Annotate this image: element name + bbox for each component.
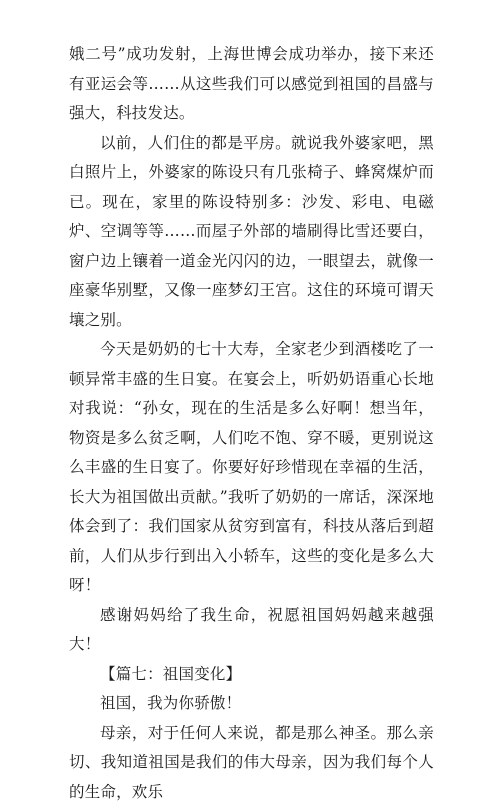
paragraph-continuation: 娥二号”成功发射，上海世博会成功举办，接下来还有亚运会等……从这些我们可以感觉到祖国的昌盛与强大，科技发达。: [69, 40, 434, 129]
paragraph-mother: 母亲，对于任何人来说，都是那么神圣。那么亲切、我知道祖国是我们的伟大母亲，因为我们每个人的生命，欢乐: [69, 719, 434, 807]
paragraph-thanks: 感谢妈妈给了我生命，祝愿祖国妈妈越来越强大！: [69, 601, 434, 660]
document-page: [69, 40, 434, 807]
paragraph-birthday: 今天是奶奶的七十大寿，全家老少到酒楼吃了一顿异常丰盛的生日宴。在宴会上，听奶奶语重心长地对我说：“孙女，现在的生活是多么好啊！想当年，物资是多么贫乏啊，人们吃不饱、穿不暖，更别说这么丰盛的生日宴了。你要好好珍惜现在幸福的生活，长大为祖国做出贡献。”我听了奶奶的一席话，深深地体会到了：我们国家从贫穷到富有，科技从落后到超前，人们从步行到出入小轿车，这些的变化是多么大呀！: [69, 335, 434, 601]
paragraph-housing: 以前，人们住的都是平房。就说我外婆家吧，黑白照片上，外婆家的陈设只有几张椅子、蜂窝煤炉而已。现在，家里的陈设特别多：沙发、彩电、电磁炉、空调等等……而屋子外部的墙刷得比雪还要白，窗户边上镶着一道金光闪闪的边，一眼望去，就像一座豪华别墅，又像一座梦幻王宫。这住的环境可谓天壤之别。: [69, 129, 434, 336]
section-heading: 【篇七：祖国变化】: [69, 660, 434, 690]
paragraph-pride: 祖国，我为你骄傲！: [69, 689, 434, 719]
